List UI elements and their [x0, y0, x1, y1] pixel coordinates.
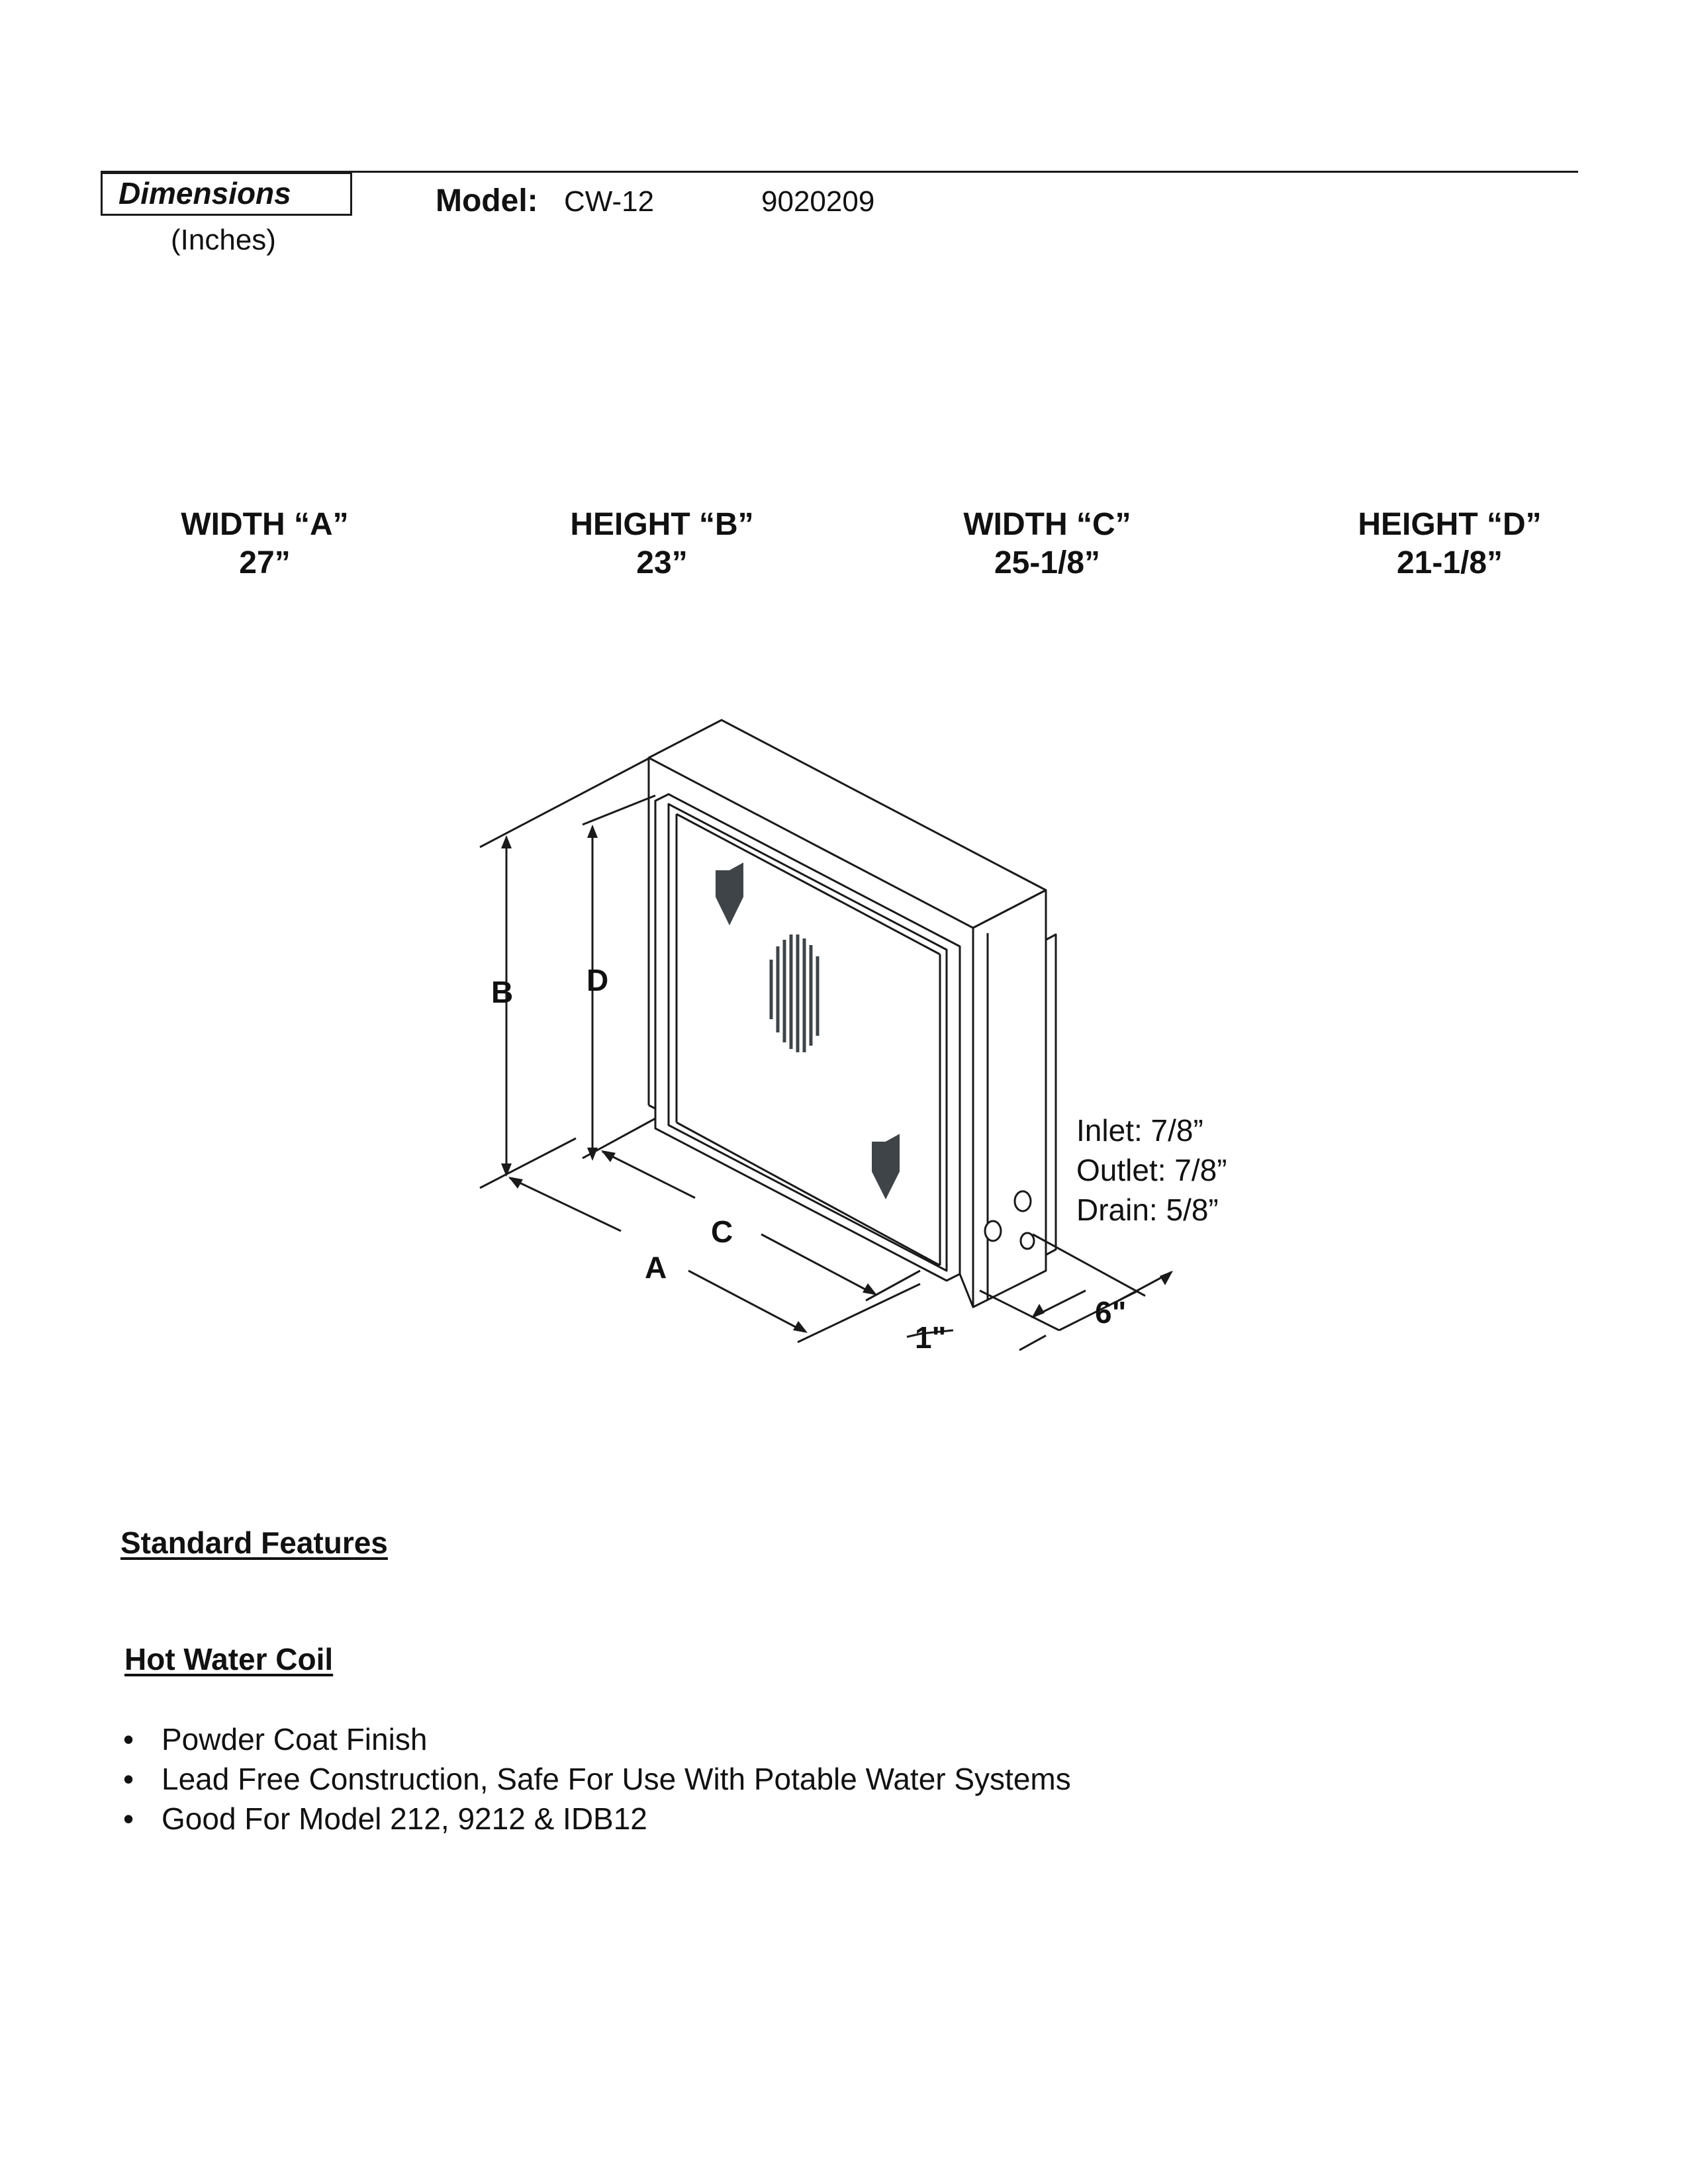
- spec-value: 21-1/8”: [1396, 545, 1503, 580]
- outlet-connection: [985, 1221, 1001, 1241]
- standard-features-heading: Standard Features: [120, 1525, 388, 1560]
- spec-label: HEIGHT “B”: [570, 507, 754, 542]
- coil-drawing: [450, 695, 1271, 1396]
- coil-dimension-diagram: [450, 695, 1271, 1396]
- inlet-size: Inlet: 7/8”: [1076, 1113, 1203, 1148]
- hot-water-coil-heading: Hot Water Coil: [124, 1642, 334, 1676]
- inlet-connection: [1015, 1191, 1031, 1211]
- part-number: 9020209: [761, 185, 875, 218]
- spec-height-d: [1304, 506, 1595, 582]
- model-value: CW-12: [564, 185, 655, 218]
- list-item: • Good For Model 212, 9212 & IDB12: [123, 1799, 1071, 1839]
- drain-size: Drain: 5/8”: [1076, 1193, 1219, 1227]
- depth-label: 6": [1095, 1295, 1127, 1330]
- spec-value: 27”: [239, 545, 291, 580]
- spec-width-a: [119, 506, 410, 582]
- spec-width-c: [902, 506, 1193, 582]
- spec-value: 23”: [636, 545, 688, 580]
- connection-sizes: [1076, 1111, 1227, 1230]
- units-label: (Inches): [171, 224, 276, 256]
- dim-label-d: D: [586, 963, 609, 997]
- spec-label: WIDTH “A”: [181, 507, 349, 542]
- dim-label-c: C: [711, 1214, 733, 1249]
- feature-list: [123, 1719, 1071, 1839]
- spec-value: 25-1/8”: [994, 545, 1101, 580]
- outlet-size: Outlet: 7/8”: [1076, 1153, 1227, 1187]
- list-item: • Powder Coat Finish: [123, 1719, 1071, 1759]
- list-item: • Lead Free Construction, Safe For Use With Potable Water Systems: [123, 1759, 1071, 1799]
- dim-label-a: A: [645, 1250, 667, 1285]
- box-right-side: [973, 890, 1046, 1307]
- spec-height-b: [516, 506, 808, 582]
- dimensions-label: Dimensions: [101, 172, 352, 216]
- dim-label-b: B: [491, 975, 514, 1009]
- drain-connection: [1021, 1233, 1034, 1249]
- spec-label: HEIGHT “D”: [1358, 507, 1542, 542]
- spec-label: WIDTH “C”: [963, 507, 1131, 542]
- model-label: Model:: [436, 183, 538, 218]
- flange-label: 1": [915, 1320, 947, 1355]
